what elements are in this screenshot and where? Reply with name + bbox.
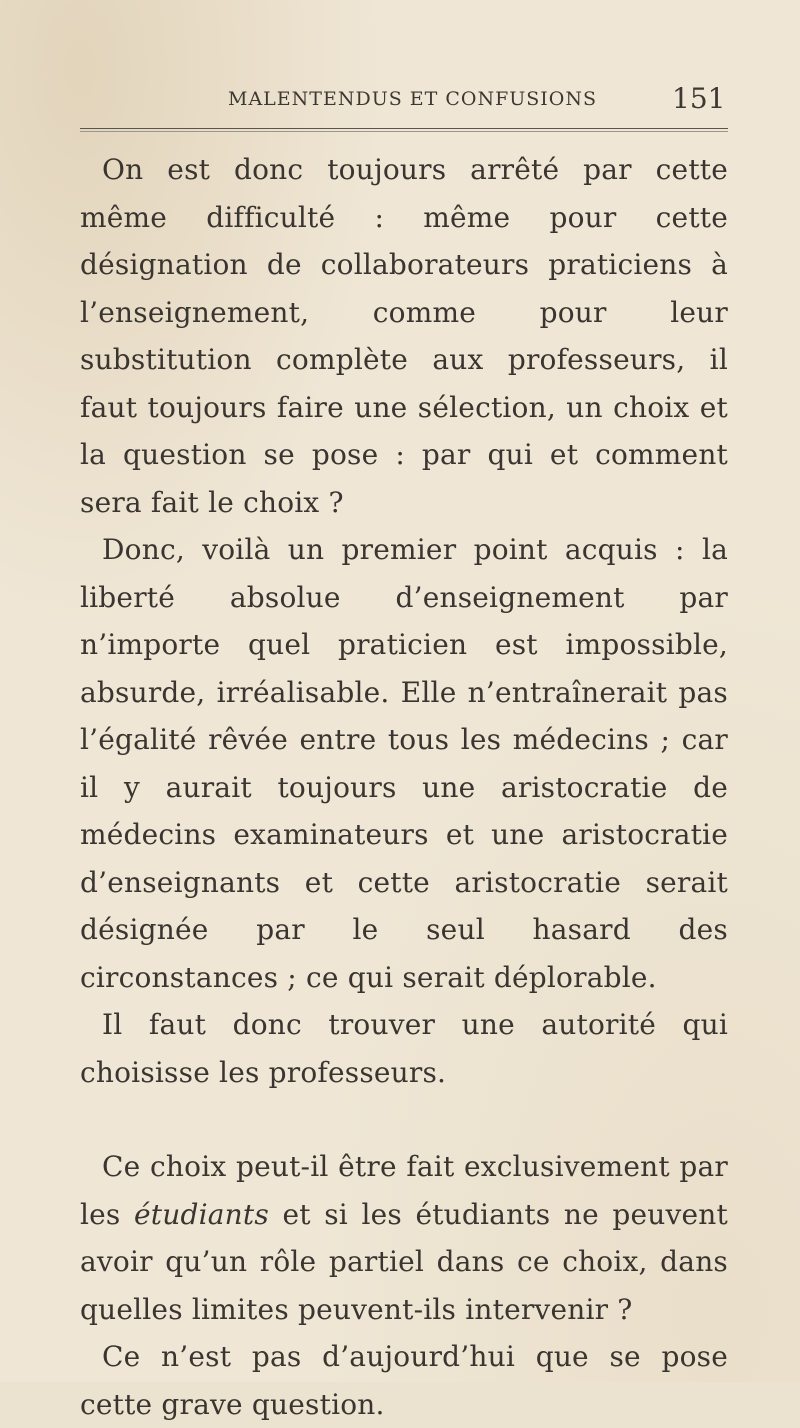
header-rule xyxy=(80,128,728,132)
paragraph-3: Il faut donc trouver une autorité qui choisisse les professeurs. xyxy=(80,1008,728,1089)
body-text xyxy=(80,146,728,1428)
paragraph-5: Ce n’est pas d’aujourd’hui que se pose cette grave question. xyxy=(80,1340,728,1421)
paragraph-2: Donc, voilà un premier point acquis : la liberté absolue d’enseignement par n’importe quel praticien est impossible, absurde, irréalisable. Elle n’entraînerait pas l’égalité rêvée entre tous les médecins ; car il y aurait toujours une aristocratie de médecins examinateurs et une aristocratie d’enseignants et cette aristocratie serait désignée par le seul hasard des circonstances ; ce qui serait déplorable. xyxy=(80,533,728,994)
paragraph-4-text-b: et si les étudiants ne peuvent avoir qu’un rôle partiel dans ce choix, dans quelles limites peuvent-ils intervenir ? xyxy=(80,1197,728,1326)
paragraph-4 xyxy=(80,1143,728,1333)
page-number: 151 xyxy=(672,82,726,115)
paragraph-1: On est donc toujours arrêté par cette même difficulté : même pour cette désignation de collaborateurs praticiens à l’enseignement, comme pour leur substitution complète aux professeurs, il faut toujours faire une sélection, un choix et la question se pose : par qui et comment sera fait le choix ? xyxy=(80,153,728,519)
running-title: MALENTENDUS ET CONFUSIONS xyxy=(228,88,598,110)
paragraph-gap xyxy=(80,1096,728,1143)
paragraph-4-text-a: Ce choix peut-il être fait exclusivement par les xyxy=(80,1150,728,1231)
page-header xyxy=(0,82,800,122)
paragraph-4-italic-word: étudiants xyxy=(134,1197,269,1231)
